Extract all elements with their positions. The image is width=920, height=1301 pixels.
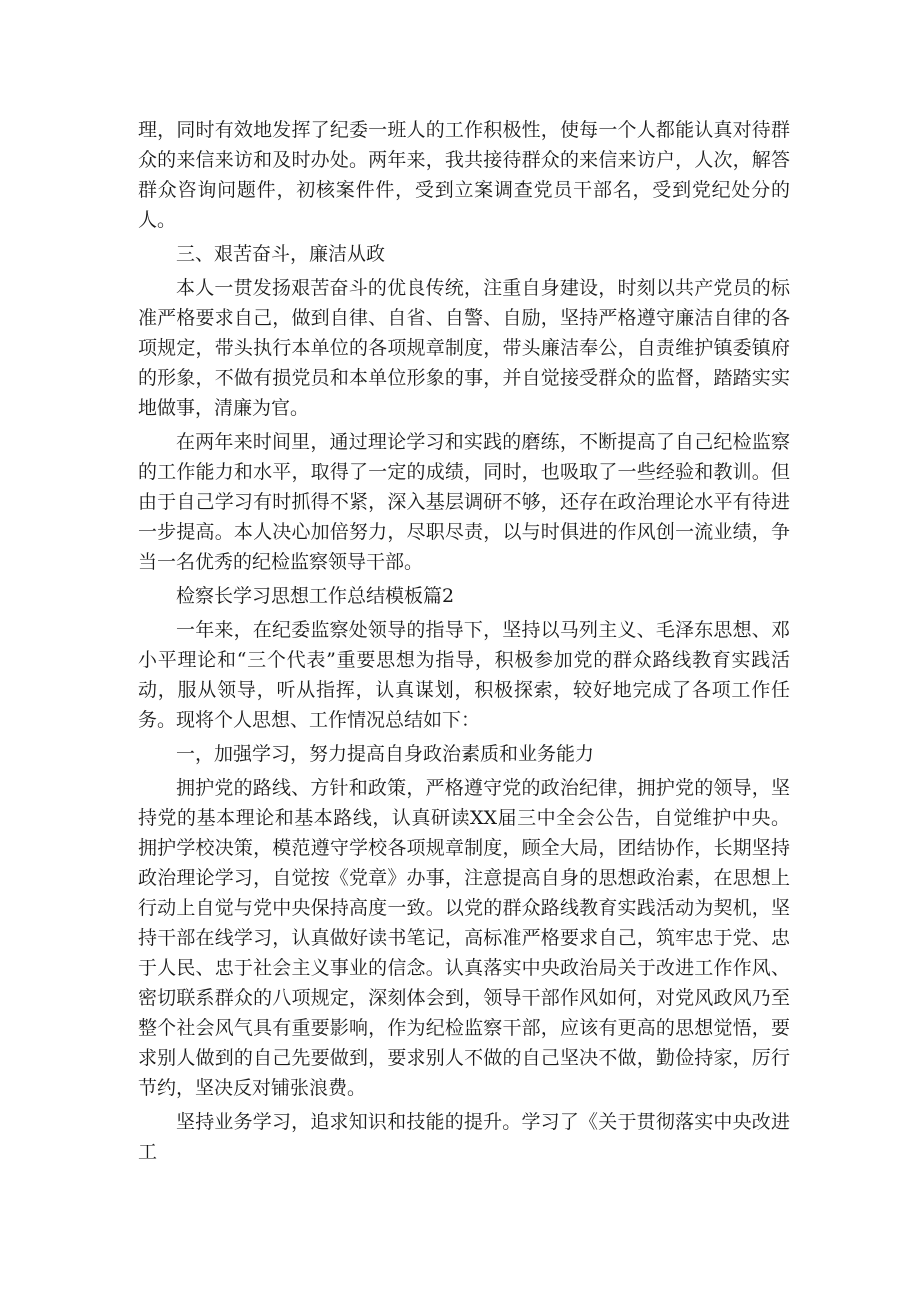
paragraph: 拥护党的路线、方针和政策，严格遵守党的政治纪律，拥护党的领导，坚持党的基本理论和基本路线，认真研读XX届三中全会公告，自觉维护中央。拥护学校决策，模范遵守学校各项规章制度，顾全大局，团结协作，长期坚持政治理论学习，自觉按《党章》办事，注意提高自身的思想政治素，在思想上行动上自觉与党中央保持高度一致。以党的群众路线教育实践活动为契机，坚持干部在线学习，认真做好读书笔记，高标准严格要求自己，筑牢忠于党、忠于人民、忠于社会主义事业的信念。认真落实中央政治局关于改进工作作风、密切联系群众的八项规定，深刻体会到，领导干部作风如何，对党风政风乃至整个社会风气具有重要影响，作为纪检监察干部，应该有更高的思想觉悟，要求别人做到的自己先要做到，要求别人不做的自己坚决不做，勤俭持家，厉行节约，坚决反对铺张浪费。 — [138, 777, 790, 1099]
paragraph: 在两年来时间里，通过理论学习和实践的磨练，不断提高了自己纪检监察的工作能力和水平，取得了一定的成绩，同时，也吸取了一些经验和教训。但由于自己学习有时抓得不紧，深入基层调研不够，还存在政治理论水平有待进一步提高。本人决心加倍努力，尽职尽责，以与时俱进的作风创一流业绩，争当一名优秀的纪检监察领导干部。 — [138, 431, 790, 573]
paragraph: 坚持业务学习，追求知识和技能的提升。学习了《关于贯彻落实中央改进工 — [138, 1111, 790, 1163]
paragraph: 本人一贯发扬艰苦奋斗的优良传统，注重自身建设，时刻以共产党员的标准严格要求自己，做到自律、自省、自警、自励，坚持严格遵守廉洁自律的各项规定，带头执行本单位的各项规章制度，带头廉洁奉公，自责维护镇委镇府的形象，不做有损党员和本单位形象的事，并自觉接受群众的监督，踏踏实实地做事，清廉为官。 — [138, 277, 790, 419]
paragraph: 一年来，在纪委监察处领导的指导下，坚持以马列主义、毛泽东思想、邓小平理论和“三个代表”重要思想为指导，积极参加党的群众路线教育实践活动，服从领导，听从指挥，认真谋划，积极探索，较好地完成了各项工作任务。现将个人思想、工作情况总结如下： — [138, 619, 790, 731]
paragraph-continued: 理，同时有效地发挥了纪委一班人的工作积极性，使每一个人都能认真对待群众的来信来访和及时办处。两年来，我共接待群众的来信来访户，人次，解答群众咨询问题件，初核案件件，受到立案调查党员干部名，受到党纪处分的人。 — [138, 119, 790, 231]
section-heading-1: 一，加强学习，努力提高自身政治素质和业务能力 — [176, 743, 595, 765]
article-title-2: 检察长学习思想工作总结模板篇2 — [176, 585, 455, 607]
document-body — [138, 115, 790, 1171]
section-heading-3: 三、艰苦奋斗，廉洁从政 — [176, 243, 386, 265]
